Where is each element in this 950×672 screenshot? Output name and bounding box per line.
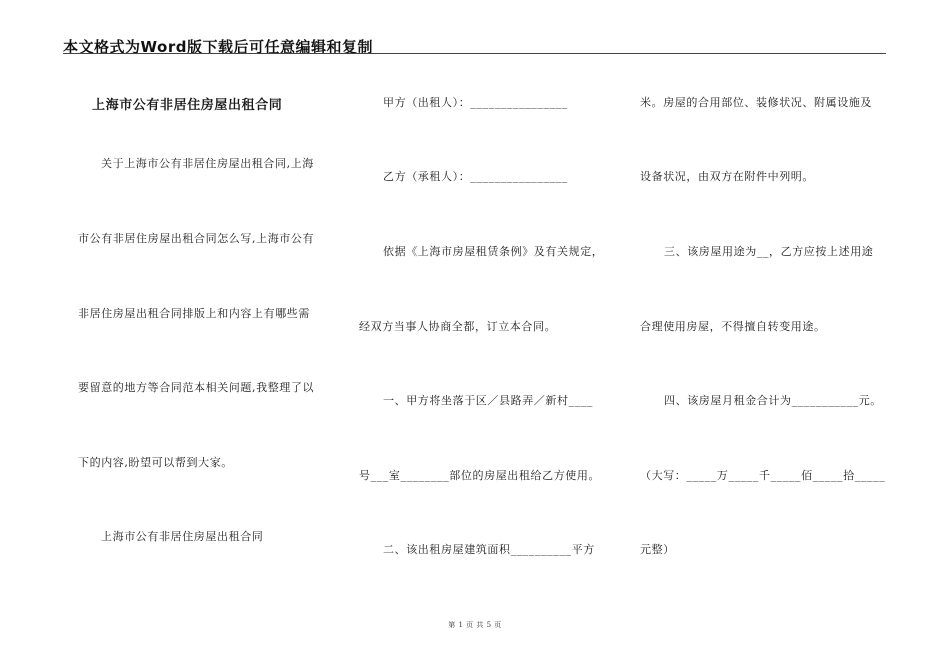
- contract-title: 上海市公有非居住房屋出租合同: [92, 98, 283, 113]
- paragraph-line: 经双方当事人协商全都，订立本合同。: [359, 320, 557, 333]
- paragraph-line: 非居住房屋出租合同排版上和内容上有哪些需: [78, 307, 310, 320]
- clause-1-line: 一、甲方将坐落于区／县路弄／新村____: [383, 394, 593, 407]
- document-header: 本文格式为Word版下载后可任意编辑和复制: [63, 38, 373, 56]
- paragraph-line: （大写：_____万_____千_____佰_____拾_____: [640, 469, 886, 482]
- paragraph-line: 市公有非居住房屋出租合同怎么写,上海市公有: [78, 232, 315, 245]
- clause-3-line: 三、该房屋用途为__，乙方应按上述用途: [664, 245, 874, 258]
- paragraph-line: 号___室________部位的房屋出租给乙方使用。: [359, 469, 601, 482]
- paragraph-line: 米。房屋的合用部位、装修状况、附属设施及: [640, 96, 872, 109]
- header-divider: [63, 53, 886, 54]
- paragraph-line: 上海市公有非居住房屋出租合同: [101, 530, 264, 543]
- paragraph-line: 关于上海市公有非居住房屋出租合同,上海: [101, 157, 314, 170]
- page-number: 第 1 页 共 5 页: [448, 621, 502, 629]
- party-a-line: 甲方（出租人）：________________: [383, 96, 568, 109]
- clause-4-line: 四、该房屋月租金合计为___________元。: [664, 394, 882, 407]
- paragraph-line: 合理使用房屋，不得擅自转变用途。: [640, 320, 826, 333]
- paragraph-line: 元整）: [640, 543, 675, 556]
- clause-2-line: 二、该出租房屋建筑面积__________平方: [383, 543, 595, 556]
- paragraph-line: 依据《上海市房屋租赁条例》及有关规定，: [383, 245, 604, 258]
- paragraph-line: 要留意的地方等合同范本相关问题,我整理了以: [78, 381, 315, 394]
- paragraph-line: 下的内容,盼望可以帮到大家。: [78, 456, 233, 469]
- paragraph-line: 设备状况，由双方在附件中列明。: [640, 170, 814, 183]
- party-b-line: 乙方（承租人）：________________: [383, 170, 568, 183]
